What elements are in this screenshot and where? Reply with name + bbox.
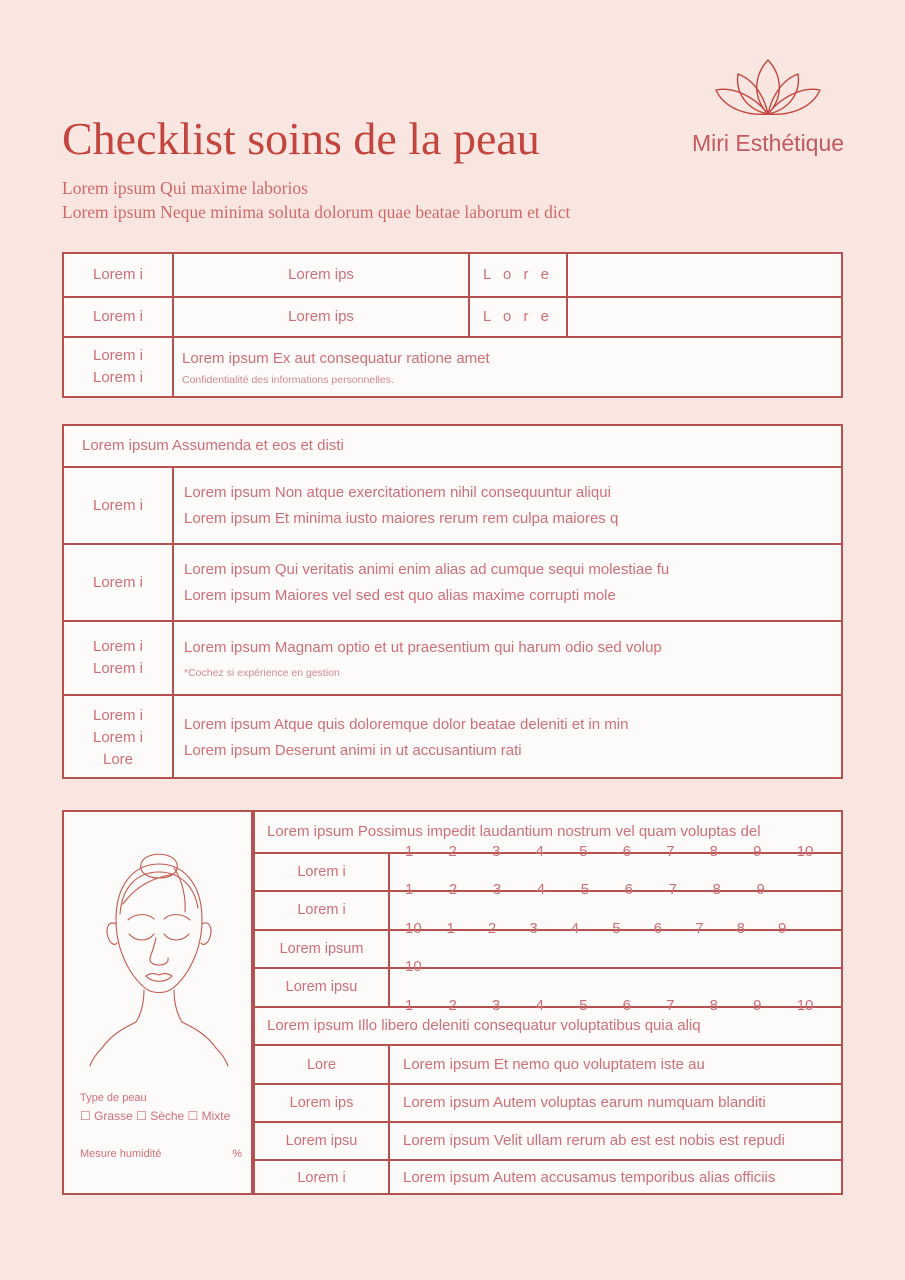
face-diagram-card <box>62 810 253 1195</box>
rating-value[interactable]: 2 <box>448 997 457 1014</box>
rating-value[interactable]: 7 <box>666 843 675 860</box>
table-identity <box>62 252 843 398</box>
cell-line: Lorem ipsum Atque quis doloremque dolor beatae deleniti et in min <box>184 715 629 733</box>
heading-text: Lorem ipsum Illo libero deleniti consequatur voluptatibus quia aliq <box>267 1017 701 1034</box>
rating-value[interactable]: 9 <box>753 997 762 1014</box>
rating-value[interactable]: 9 <box>778 920 787 937</box>
table-row[interactable] <box>64 696 172 779</box>
table-ratings <box>253 810 843 1195</box>
rating-value[interactable]: 5 <box>579 997 588 1014</box>
table-row[interactable] <box>255 892 388 928</box>
rating-value[interactable]: 4 <box>535 843 544 860</box>
table-cell[interactable] <box>403 1161 835 1195</box>
table-questions <box>62 424 843 779</box>
table-cell[interactable] <box>184 545 832 620</box>
cell-label: Lorem i <box>92 573 144 591</box>
rating-value[interactable]: 7 <box>668 881 677 898</box>
cell-line: Lorem ipsum Maiores vel sed est quo alias maxime corrupti mole <box>184 586 616 604</box>
table-row[interactable] <box>255 1085 388 1121</box>
table-cell[interactable] <box>470 298 566 336</box>
rating-value[interactable]: 3 <box>529 920 538 937</box>
table-cell[interactable] <box>184 622 832 694</box>
divider <box>172 336 174 396</box>
cell-label-line-1: Lorem i <box>92 706 144 724</box>
rating-value[interactable]: 2 <box>448 881 458 898</box>
rating-value[interactable]: 1 <box>405 843 414 860</box>
heading-text: Lorem ipsum Possimus impedit laudantium nostrum vel quam voluptas del <box>267 823 761 840</box>
table-cell-consent[interactable] <box>182 338 832 396</box>
cell-label: Lorem i <box>297 902 346 918</box>
rating-value[interactable]: 2 <box>487 920 497 937</box>
rating-value[interactable]: 6 <box>622 843 631 860</box>
rating-value[interactable]: 4 <box>536 881 546 898</box>
rating-value[interactable]: 10 <box>796 997 814 1014</box>
rating-value[interactable]: 2 <box>448 843 457 860</box>
rating-value[interactable]: 4 <box>535 997 544 1014</box>
table-cell[interactable] <box>470 254 566 296</box>
table-row-consent-label[interactable] <box>64 338 172 396</box>
cell-note: *Cochez si expérience en gestion <box>184 667 340 679</box>
rating-value[interactable]: 6 <box>653 920 663 937</box>
rating-value[interactable]: 1 <box>446 920 455 937</box>
cell-value: L o r e <box>483 266 553 283</box>
cell-value: Lorem ipsum Velit ullam rerum ab est est nobis est repudi <box>403 1132 785 1149</box>
rating-value[interactable]: 5 <box>580 881 590 898</box>
rating-value[interactable]: 8 <box>709 997 718 1014</box>
rating-value[interactable]: 10 <box>796 843 814 860</box>
cell-value: Lorem ipsum Autem voluptas earum numquam blanditi <box>403 1094 766 1111</box>
table-row[interactable] <box>255 854 388 890</box>
cell-label-line-2: Lorem i <box>92 369 144 386</box>
divider <box>388 852 390 1006</box>
table-cell-blank[interactable] <box>568 254 841 296</box>
cell-label: Lorem i <box>92 308 144 325</box>
table-row[interactable] <box>255 931 388 967</box>
cell-value: Lorem ipsum Et nemo quo voluptatem iste au <box>403 1055 705 1073</box>
woman-face-line-art-icon <box>78 842 240 1070</box>
rating-value[interactable]: 1 <box>405 997 414 1014</box>
table-row[interactable] <box>255 1161 388 1195</box>
cell-label: Lorem i <box>92 266 144 283</box>
skin-type-label: Type de peau <box>80 1092 147 1104</box>
consent-heading: Lorem ipsum Ex aut consequatur ratione amet <box>182 350 490 367</box>
skin-type-options[interactable]: ☐ Grasse ☐ Sèche ☐ Mixte <box>80 1109 231 1123</box>
cell-value: Lorem ips <box>288 266 354 283</box>
cell-value: L o r e <box>483 308 553 325</box>
brand-logo <box>672 52 864 167</box>
table-row[interactable] <box>255 969 388 1005</box>
table-cell[interactable] <box>403 1085 835 1121</box>
table-cell[interactable] <box>184 696 832 779</box>
rating-scale[interactable] <box>405 959 445 975</box>
table-row[interactable] <box>64 298 172 336</box>
skin-type-block <box>80 1090 245 1126</box>
rating-value[interactable]: 3 <box>492 997 501 1014</box>
cell-label: Lorem ipsu <box>285 979 358 995</box>
cell-value: Lorem ips <box>288 308 354 325</box>
cell-label: Lorem ipsum <box>279 941 364 957</box>
cell-label: Lorem i <box>297 1170 346 1186</box>
table-row[interactable] <box>255 1046 388 1083</box>
table-cell[interactable] <box>174 298 468 336</box>
cell-line: Lorem ipsum Non atque exercitationem nihil consequuntur aliqui <box>184 483 611 501</box>
rating-value[interactable]: 9 <box>753 843 762 860</box>
consent-note: Confidentialité des informations personnelles. <box>182 374 394 386</box>
cell-line: Lorem ipsum Et minima iusto maiores rerum rem culpa maiores q <box>184 509 619 527</box>
cell-label: Lorem ips <box>289 1095 354 1111</box>
rating-value[interactable]: 8 <box>712 881 721 898</box>
brand-name: Miri Esthétique <box>691 130 845 156</box>
table-two-heading <box>82 426 822 466</box>
cell-line: Lorem ipsum Magnam optio et ut praesentium qui harum odio sed volup <box>184 639 662 656</box>
cell-label-line-2: Lorem i <box>92 728 144 746</box>
rating-value[interactable]: 6 <box>624 881 633 898</box>
table-cell-blank[interactable] <box>568 298 841 336</box>
table-row[interactable] <box>64 622 172 694</box>
table-row[interactable] <box>64 468 172 543</box>
cell-label: Lorem i <box>92 496 144 514</box>
rating-value[interactable]: 7 <box>695 920 704 937</box>
rating-value[interactable]: 8 <box>736 920 745 937</box>
rating-value[interactable]: 5 <box>579 843 588 860</box>
page-subtitle-2: Lorem ipsum Neque minima soluta dolorum quae beatae laborum et dict <box>62 202 571 222</box>
table-cell[interactable] <box>403 1046 835 1083</box>
rating-value[interactable]: 3 <box>492 881 502 898</box>
rating-value[interactable]: 7 <box>666 997 675 1014</box>
rating-value[interactable]: 9 <box>756 881 765 898</box>
humidity-label: Mesure humidité <box>80 1148 162 1160</box>
cell-label-line-2: Lorem i <box>92 660 144 677</box>
rating-value[interactable]: 8 <box>709 843 718 860</box>
page-subtitle-1: Lorem ipsum Qui maxime laborios <box>62 178 308 198</box>
cell-label-line-1: Lorem i <box>92 347 144 364</box>
rating-value[interactable]: 6 <box>622 997 631 1014</box>
table-row[interactable] <box>64 254 172 296</box>
page-header <box>0 0 905 240</box>
rating-scale[interactable] <box>405 882 785 898</box>
table-cell[interactable] <box>403 1123 835 1159</box>
heading-text: Lorem ipsum Assumenda et eos et disti <box>82 437 344 454</box>
cell-label: Lorem ipsu <box>285 1133 358 1149</box>
cell-line: Lorem ipsum Qui veritatis animi enim alias ad cumque sequi molestiae fu <box>184 560 670 578</box>
ratings-heading-bottom <box>267 1008 827 1044</box>
lotus-flower-icon <box>672 52 864 124</box>
table-row[interactable] <box>64 545 172 620</box>
rating-scale[interactable] <box>405 921 805 937</box>
table-row[interactable] <box>255 1123 388 1159</box>
rating-value[interactable]: 10 <box>405 958 422 975</box>
page-title: Checklist soins de la peau <box>62 113 540 164</box>
divider <box>388 1044 390 1193</box>
table-cell[interactable] <box>174 254 468 296</box>
humidity-measure-row[interactable] <box>80 1148 242 1160</box>
rating-value[interactable]: 10 <box>405 920 422 937</box>
rating-value[interactable]: 5 <box>612 920 621 937</box>
cell-line: Lorem ipsum Deserunt animi in ut accusantium rati <box>184 741 522 759</box>
cell-label: Lorem i <box>297 864 346 880</box>
cell-label-line-3: Lore <box>102 750 134 768</box>
cell-label-line-1: Lorem i <box>92 638 144 655</box>
rating-value[interactable]: 4 <box>570 920 580 937</box>
rating-scale[interactable] <box>405 844 825 860</box>
rating-value[interactable]: 1 <box>405 881 414 898</box>
humidity-unit: % <box>232 1148 242 1160</box>
rating-value[interactable]: 3 <box>492 843 501 860</box>
cell-value: Lorem ipsum Autem accusamus temporibus alias officiis <box>403 1169 776 1186</box>
cell-label: Lore <box>306 1056 337 1073</box>
table-cell[interactable] <box>184 468 832 543</box>
divider <box>172 466 174 777</box>
